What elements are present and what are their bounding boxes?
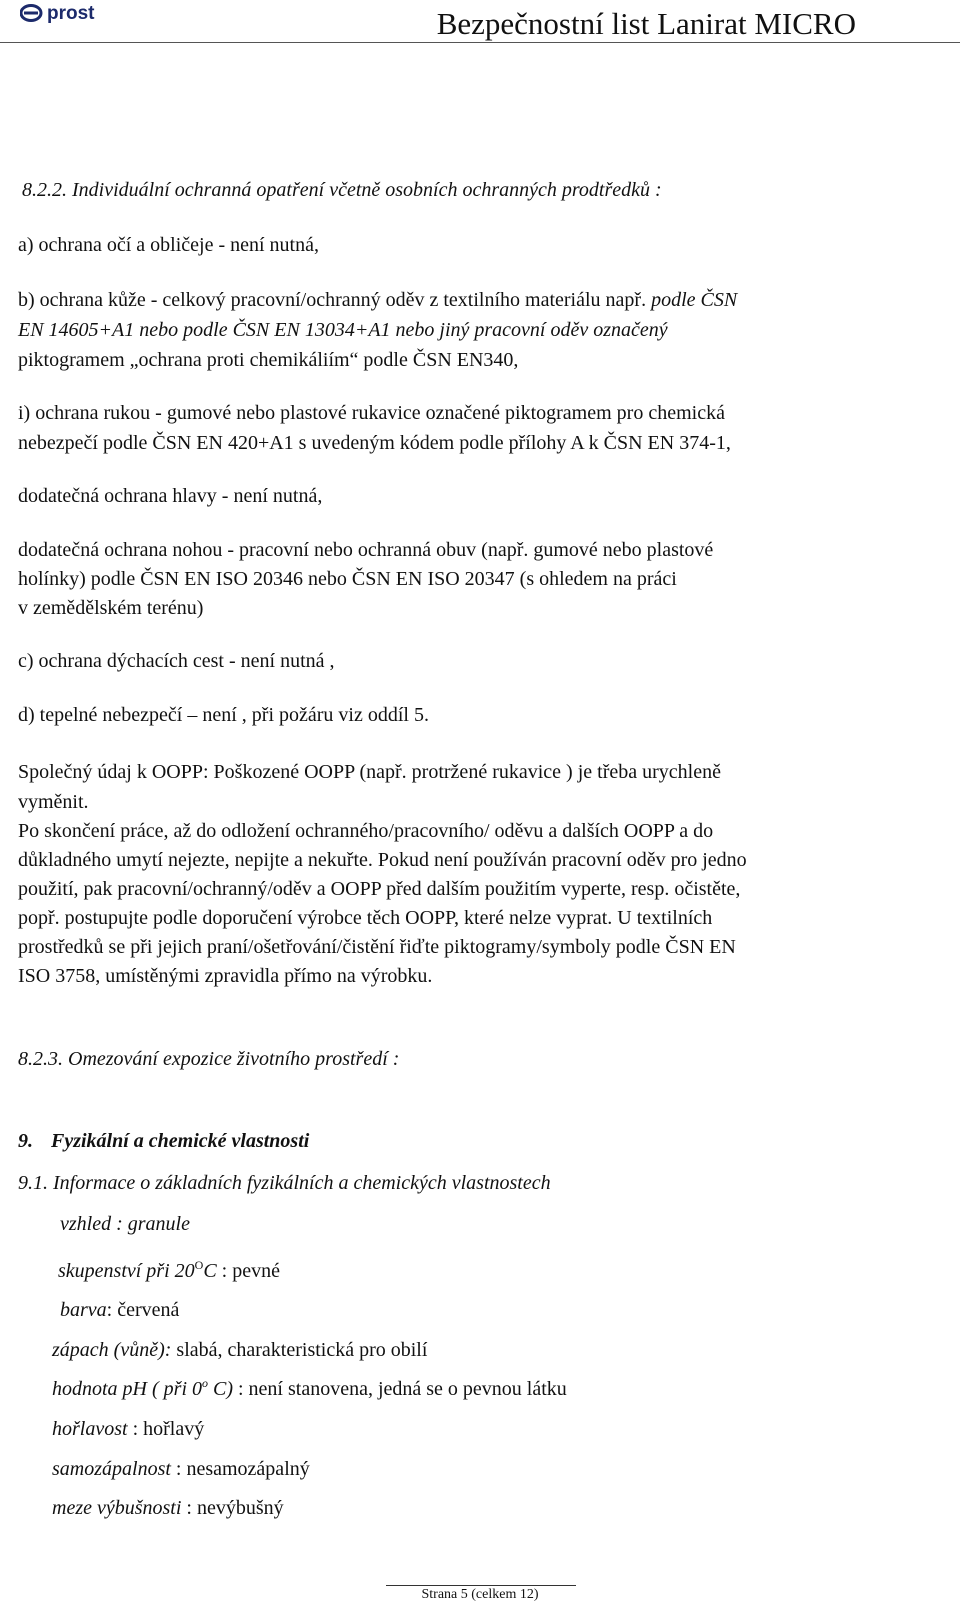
after-work-line-5: prostředků se při jejich praní/ošetřování/čistění řiďte piktogramy/symboly podle ČSN EN — [18, 936, 736, 958]
ph-degree-sup: o — [202, 1376, 208, 1390]
thermal-hazard: d) tepelné nebezpečí – není , při požáru viz oddíl 5. — [18, 704, 429, 726]
flammability-value: : hořlavý — [127, 1418, 205, 1440]
odor-label: zápach (vůně): — [52, 1339, 172, 1361]
header-divider — [0, 42, 960, 43]
logo-text: prost — [47, 3, 95, 24]
skin-protection-text: b) ochrana kůže - celkový pracovní/ochranný oděv z textilního materiálu např. — [18, 289, 652, 311]
document-title: Bezpečnostní list Lanirat MICRO — [436, 6, 856, 41]
section-8-2-2-heading: 8.2.2. Individuální ochranná opatření včetně osobních ochranných prodtředků : — [22, 179, 662, 201]
skin-protection-standard: podle ČSN — [651, 289, 738, 311]
ph-unit: C) — [208, 1378, 233, 1400]
degree-sup: O — [194, 1258, 204, 1272]
common-ppe-line-1: Společný údaj k OOPP: Poškozené OOPP (např. protržené rukavice ) je třeba urychleně — [18, 761, 721, 783]
property-explosive-limits — [52, 1494, 284, 1522]
section-8-2-3-heading: 8.2.3. Omezování expozice životního prostředí : — [18, 1048, 400, 1070]
foot-protection-line-3: v zemědělském terénu) — [18, 597, 204, 619]
color-value: : červená — [106, 1299, 180, 1321]
after-work-line-2: důkladného umytí nejezte, nepijte a nekuřte. Pokud není používán pracovní oděv pro jedno — [18, 849, 747, 871]
hand-protection-line-2: nebezpečí podle ČSN EN 420+A1 s uvedeným kódem podle přílohy A k ČSN EN 374-1, — [18, 432, 731, 454]
flammability-label: hořlavost — [52, 1418, 128, 1440]
after-work-line-3: použití, pak pracovní/ochranný/oděv a OOPP před dalším použitím vyperte, resp. očistěte, — [18, 878, 741, 900]
self-ignition-label: samozápalnost — [52, 1458, 171, 1480]
property-state — [58, 1257, 280, 1285]
page-header — [0, 0, 960, 44]
section-9-1-heading: 9.1. Informace o základních fyzikálních a chemických vlastnostech — [18, 1172, 551, 1194]
explosive-limits-label: meze výbušnosti — [52, 1497, 182, 1519]
skin-protection-line-1 — [18, 286, 737, 314]
property-odor — [52, 1336, 427, 1364]
skin-protection-line-3: piktogramem „ochrana proti chemikáliím“ podle ČSN EN340, — [18, 349, 519, 371]
property-color — [60, 1296, 179, 1324]
after-work-line-6: ISO 3758, umístěnými zpravidla přímo na výrobku. — [18, 965, 433, 987]
page-number: Strana 5 (celkem 12) — [421, 1587, 539, 1602]
foot-protection-line-2: holínky) podle ČSN EN ISO 20346 nebo ČSN EN ISO 20347 (s ohledem na práci — [18, 568, 677, 590]
state-label: skupenství při 20 — [58, 1260, 195, 1282]
odor-value: slabá, charakteristická pro obilí — [171, 1339, 428, 1361]
ph-label: hodnota pH ( při 0 — [52, 1378, 202, 1400]
state-unit: C — [203, 1260, 217, 1282]
ph-value: : není stanovena, jedná se o pevnou látku — [233, 1378, 567, 1400]
after-work-line-1: Po skončení práce, až do odložení ochranného/pracovního/ oděvu a dalších OOPP a do — [18, 820, 714, 842]
common-ppe-line-2: vyměnit. — [18, 791, 89, 813]
skin-protection-line-2: EN 14605+A1 nebo podle ČSN EN 13034+A1 nebo jiný pracovní oděv označený — [18, 319, 668, 341]
hand-protection-line-1: i) ochrana rukou - gumové nebo plastové rukavice označené piktogramem pro chemická — [18, 402, 725, 424]
after-work-line-4: popř. postupujte podle doporučení výrobce těch OOPP, které nelze vyprat. U textilních — [18, 907, 713, 929]
respiratory-protection: c) ochrana dýchacích cest - není nutná , — [18, 650, 335, 672]
section-9-number: 9. — [18, 1130, 33, 1152]
property-flammability — [52, 1415, 204, 1443]
property-appearance: vzhled : granule — [60, 1213, 190, 1235]
eye-protection: a) ochrana očí a obličeje - není nutná, — [18, 234, 319, 256]
section-9-heading — [18, 1127, 309, 1155]
self-ignition-value: : nesamozápalný — [170, 1458, 310, 1480]
property-ph — [52, 1375, 567, 1403]
head-protection: dodatečná ochrana hlavy - není nutná, — [18, 485, 323, 507]
color-label: barva — [60, 1299, 107, 1321]
explosive-limits-value: : nevýbušný — [181, 1497, 284, 1519]
state-value: : pevné — [216, 1260, 280, 1282]
section-9-title: Fyzikální a chemické vlastnosti — [51, 1130, 310, 1152]
property-self-ignition — [52, 1455, 310, 1483]
foot-protection-line-1: dodatečná ochrana nohou - pracovní nebo ochranná obuv (např. gumové nebo plastové — [18, 539, 714, 561]
prost-logo — [20, 2, 160, 24]
